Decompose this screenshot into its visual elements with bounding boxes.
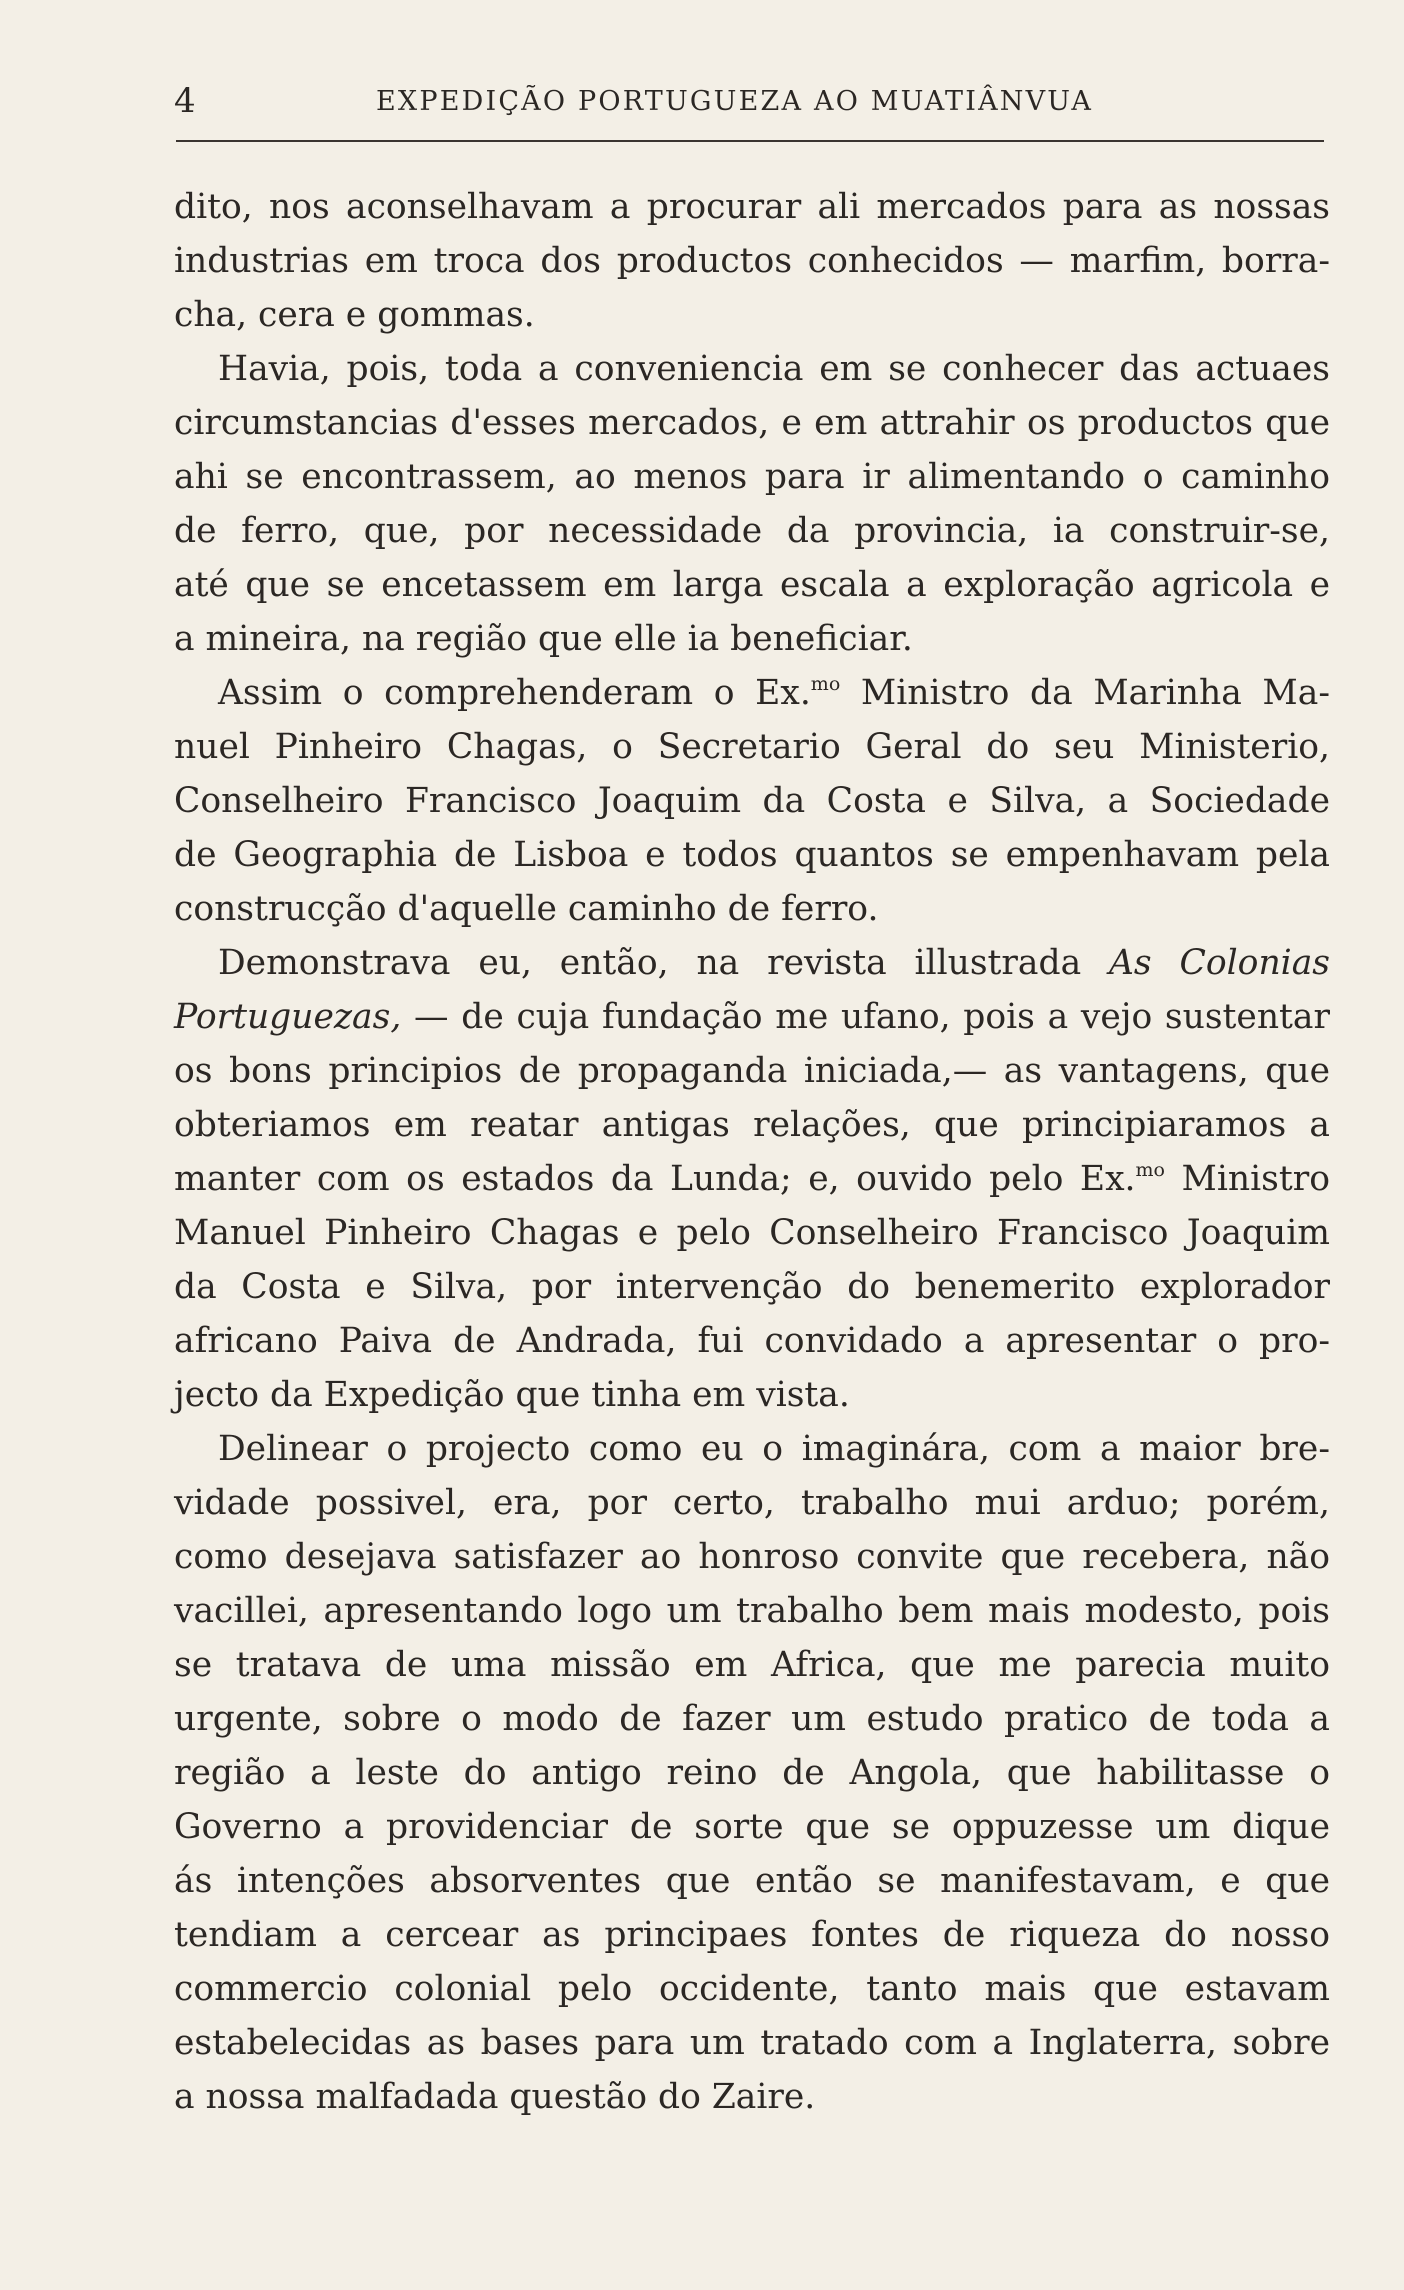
text-line: commercio colonial pelo occidente, tanto mais que estavam — [174, 1969, 1330, 2009]
text-line: urgente, sobre o modo de fazer um estudo pratico de toda a — [174, 1699, 1330, 1739]
text-line: dito, nos aconselhavam a procurar ali mercados para as nossas — [174, 187, 1330, 227]
text-line: vidade possivel, era, por certo, trabalho mui arduo; porém, — [174, 1483, 1330, 1523]
text-run: manter com os estados da Lunda; e, ouvido pelo Ex. — [174, 1159, 1136, 1199]
text-line: africano Paiva de Andrada, fui convidado a apresentar o pro- — [174, 1321, 1330, 1361]
text-line: obteriamos em reatar antigas relações, que principiaramos a — [174, 1105, 1330, 1145]
text-line: de ferro, que, por necessidade da provincia, ia construir-se, — [174, 511, 1330, 551]
text-line: Delinear o projecto como eu o imaginára, com a maior bre- — [218, 1429, 1330, 1469]
text-line: cha, cera e gommas. — [174, 295, 535, 335]
text-line: como desejava satisfazer ao honroso convite que recebera, não — [174, 1537, 1330, 1577]
text-line — [174, 936, 1330, 990]
page-header — [172, 78, 1322, 124]
superscript: mo — [1135, 1159, 1165, 1181]
text-line: da Costa e Silva, por intervenção do benemerito explorador — [174, 1267, 1330, 1307]
text-line — [174, 1152, 1330, 1206]
text-line: ás intenções absorventes que então se manifestavam, e que — [174, 1861, 1330, 1901]
paragraph-5 — [174, 1422, 1330, 2124]
text-line: Governo a providenciar de sorte que se oppuzesse um dique — [174, 1807, 1330, 1847]
text-run: Ministro — [1165, 1159, 1330, 1199]
text-line: os bons principios de propaganda iniciada,— as vantagens, que — [174, 1051, 1330, 1091]
body-text — [174, 180, 1330, 2124]
paragraph-1 — [174, 180, 1330, 342]
superscript: mo — [810, 673, 841, 695]
text-line: a mineira, na região que elle ia beneficiar. — [174, 619, 913, 659]
text-line: região a leste do antigo reino de Angola, que habilitasse o — [174, 1753, 1330, 1793]
italic-title: Portuguezas, — [174, 997, 402, 1037]
text-line — [174, 990, 1330, 1044]
paragraph-2 — [174, 342, 1330, 666]
text-line: industrias em troca dos productos conhecidos — marfim, borra- — [174, 241, 1330, 281]
text-line: ahi se encontrassem, ao menos para ir alimentando o caminho — [174, 457, 1330, 497]
text-line: até que se encetassem em larga escala a exploração agricola e — [174, 565, 1330, 605]
text-line: a nossa malfadada questão do Zaire. — [174, 2077, 816, 2117]
paragraph-4 — [174, 936, 1330, 1422]
italic-title: As Colonias — [1109, 943, 1330, 983]
text-line: jecto da Expedição que tinha em vista. — [174, 1375, 850, 1415]
text-line: Havia, pois, toda a conveniencia em se conhecer das actuaes — [218, 349, 1330, 389]
text-run: — de cuja fundação me ufano, pois a vejo sustentar — [401, 997, 1330, 1037]
running-title: EXPEDIÇÃO PORTUGUEZA AO MUATIÂNVUA — [376, 86, 1094, 117]
text-line: construcção d'aquelle caminho de ferro. — [174, 889, 879, 929]
text-line: Manuel Pinheiro Chagas e pelo Conselheiro Francisco Joaquim — [174, 1213, 1330, 1253]
text-line: se tratava de uma missão em Africa, que me parecia muito — [174, 1645, 1330, 1685]
text-line — [174, 666, 1330, 720]
header-rule — [176, 140, 1324, 142]
text-run: Ministro da Marinha Ma- — [840, 673, 1330, 713]
text-line: nuel Pinheiro Chagas, o Secretario Geral do seu Ministerio, — [174, 727, 1330, 767]
text-line: de Geographia de Lisboa e todos quantos se empenhavam pela — [174, 835, 1330, 875]
text-line: estabelecidas as bases para um tratado com a Inglaterra, sobre — [174, 2023, 1330, 2063]
text-run: Demonstrava eu, então, na revista illustrada — [218, 943, 1109, 983]
text-line: Conselheiro Francisco Joaquim da Costa e Silva, a Sociedade — [174, 781, 1330, 821]
text-line: tendiam a cercear as principaes fontes de riqueza do nosso — [174, 1915, 1330, 1955]
text-line: vacillei, apresentando logo um trabalho bem mais modesto, pois — [174, 1591, 1330, 1631]
text-line: circumstancias d'esses mercados, e em attrahir os productos que — [174, 403, 1330, 443]
page-number: 4 — [174, 81, 196, 121]
text-run: Assim o comprehenderam o Ex. — [218, 673, 811, 713]
paragraph-3 — [174, 666, 1330, 936]
